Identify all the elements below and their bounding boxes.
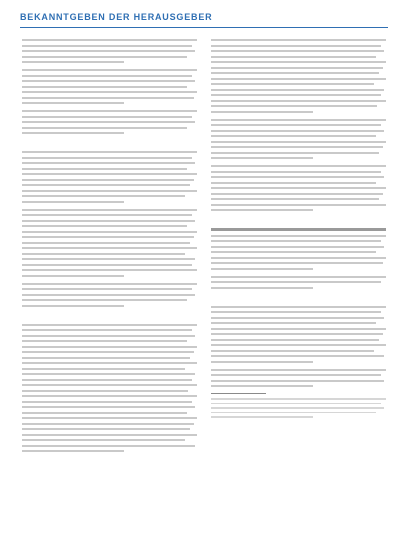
text-line: [22, 288, 192, 290]
text-line: [22, 209, 197, 211]
text-line: [211, 287, 313, 289]
text-line: [22, 75, 192, 77]
text-line: [22, 294, 195, 296]
text-line: [22, 258, 195, 260]
text-line: [22, 201, 124, 203]
text-line: [211, 193, 383, 195]
text-line: [22, 264, 192, 266]
paragraph: [211, 306, 386, 363]
text-line: [211, 374, 381, 376]
text-line: [211, 83, 374, 85]
text-line: [211, 380, 384, 382]
text-line: [211, 94, 381, 96]
paragraph: [211, 235, 386, 270]
text-line: [22, 91, 197, 93]
text-line: [211, 171, 381, 173]
section-heading: [211, 217, 386, 224]
text-line: [22, 195, 185, 197]
text-line: [22, 80, 195, 82]
text-line: [211, 268, 313, 270]
running-head: BEKANNTGEBEN DER HERAUSGEBER: [20, 12, 213, 22]
text-line: [22, 61, 124, 63]
text-line: [211, 124, 381, 126]
text-line: [22, 368, 185, 370]
text-line: [22, 110, 197, 112]
text-line: [22, 39, 197, 41]
text-line: [22, 247, 197, 249]
text-line: [22, 406, 195, 408]
text-line: [22, 373, 195, 375]
text-line: [211, 344, 386, 346]
text-line: [211, 67, 383, 69]
text-line: [22, 97, 194, 99]
footnote-rule: [211, 393, 266, 394]
text-line: [22, 121, 195, 123]
text-line: [211, 333, 383, 335]
text-line: [211, 339, 379, 341]
text-line: [211, 105, 377, 107]
text-line: [22, 236, 194, 238]
text-line: [211, 157, 313, 159]
text-line: [22, 69, 197, 71]
text-line: [22, 362, 197, 364]
running-head-rule: [20, 27, 388, 28]
text-line: [211, 119, 386, 121]
text-line: [22, 428, 190, 430]
text-line: [22, 242, 190, 244]
text-line: [211, 78, 386, 80]
paragraph: [211, 119, 386, 160]
footnotes: [211, 398, 386, 418]
section-heading: [211, 295, 386, 302]
text-line: [211, 276, 386, 278]
text-line: [22, 45, 192, 47]
text-line: [22, 102, 124, 104]
text-line: [22, 179, 194, 181]
text-line: [22, 445, 195, 447]
text-line: [211, 176, 384, 178]
text-line: [211, 369, 386, 371]
text-line: [211, 361, 313, 363]
text-line: [211, 398, 386, 400]
paragraph: [211, 165, 386, 211]
text-line: [22, 395, 197, 397]
text-line: [211, 100, 386, 102]
text-line: [211, 135, 376, 137]
text-line: [211, 141, 386, 143]
text-line: [22, 340, 187, 342]
text-line: [22, 390, 188, 392]
text-line: [22, 283, 197, 285]
text-line: [211, 89, 384, 91]
text-line: [211, 61, 386, 63]
text-line: [22, 184, 190, 186]
text-line: [22, 401, 192, 403]
text-line: [211, 209, 313, 211]
text-line: [211, 317, 384, 319]
text-line: [22, 384, 197, 386]
text-line: [22, 275, 124, 277]
text-line: [22, 357, 190, 359]
text-line: [22, 269, 197, 271]
text-line: [22, 329, 192, 331]
text-line: [211, 240, 381, 242]
section-heading: [22, 313, 197, 320]
text-line: [22, 162, 195, 164]
text-line: [22, 351, 194, 353]
text-line: [22, 417, 197, 419]
text-line: [211, 306, 386, 308]
text-line: [211, 198, 379, 200]
text-line: [211, 235, 386, 237]
paragraph: [22, 324, 197, 453]
text-line: [22, 173, 197, 175]
text-line: [211, 50, 384, 52]
text-line: [211, 130, 384, 132]
text-line: [22, 132, 124, 134]
text-line: [211, 407, 384, 409]
text-line: [22, 225, 187, 227]
paragraph: [22, 283, 197, 307]
text-line: [22, 439, 185, 441]
paragraph: [22, 69, 197, 104]
text-line: [211, 262, 383, 264]
text-line: [22, 324, 197, 326]
paragraph: [211, 39, 386, 113]
text-line: [211, 251, 376, 253]
text-line: [211, 111, 313, 113]
text-line: [22, 168, 187, 170]
section-heading: [22, 140, 197, 147]
paragraph: [22, 209, 197, 277]
text-line: [22, 379, 192, 381]
text-line: [211, 204, 386, 206]
text-line: [211, 152, 379, 154]
text-line: [22, 56, 187, 58]
text-line: [211, 146, 383, 148]
text-line: [22, 116, 192, 118]
text-line: [22, 231, 197, 233]
text-line: [22, 305, 124, 307]
text-line: [22, 346, 197, 348]
text-line: [211, 246, 384, 248]
left-column: [22, 39, 197, 494]
text-line: [211, 187, 386, 189]
text-line: [211, 350, 374, 352]
text-line: [22, 151, 197, 153]
text-line: [211, 385, 313, 387]
text-line: [22, 423, 194, 425]
text-line: [22, 220, 195, 222]
paragraph: [22, 39, 197, 63]
text-line: [211, 416, 313, 418]
text-line: [211, 328, 386, 330]
text-line: [211, 56, 376, 58]
paragraph: [211, 369, 386, 388]
text-line: [22, 335, 195, 337]
heading-rule: [211, 228, 386, 231]
text-line: [211, 165, 386, 167]
text-line: [22, 253, 185, 255]
text-line: [211, 45, 381, 47]
text-line: [211, 355, 384, 357]
text-line: [22, 299, 187, 301]
text-line: [22, 434, 197, 436]
text-line: [211, 322, 376, 324]
text-line: [22, 412, 187, 414]
text-line: [22, 450, 124, 452]
text-line: [211, 257, 386, 259]
text-line: [211, 281, 381, 283]
paragraph: [22, 110, 197, 134]
text-line: [22, 86, 187, 88]
text-line: [211, 182, 376, 184]
text-line: [211, 72, 379, 74]
text-line: [211, 311, 381, 313]
right-column: [211, 39, 386, 494]
text-line: [22, 50, 195, 52]
text-line: [22, 157, 192, 159]
paragraph: [211, 276, 386, 289]
paragraph: [22, 151, 197, 203]
text-line: [211, 39, 386, 41]
text-line: [211, 403, 381, 405]
text-line: [22, 190, 197, 192]
text-line: [22, 127, 187, 129]
text-line: [22, 214, 192, 216]
text-line: [211, 412, 376, 414]
